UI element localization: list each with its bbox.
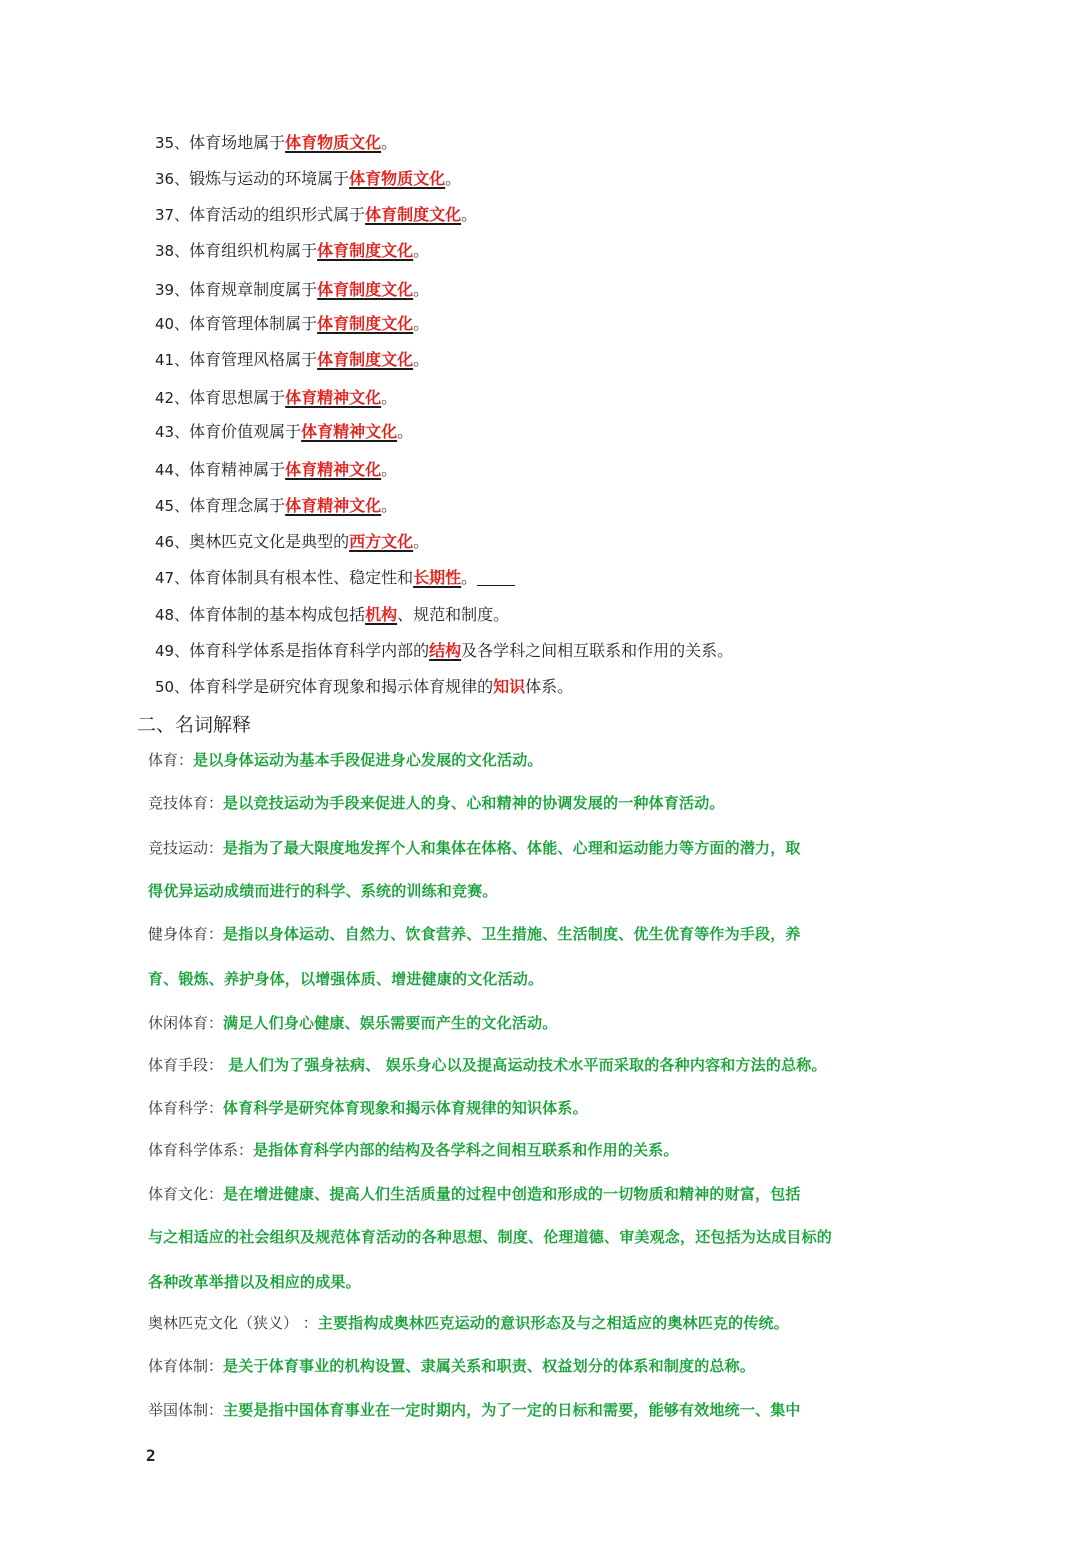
definition-item	[148, 1271, 361, 1293]
item-text-after: 体系。	[525, 677, 574, 696]
definition-item	[148, 880, 498, 902]
answer-text: 体育精神文化	[301, 422, 398, 441]
fill-in-item	[155, 531, 429, 553]
definition-item	[148, 837, 801, 859]
definition-item	[148, 968, 543, 990]
item-number: 40、	[155, 315, 190, 333]
item-text-after: 。	[413, 314, 430, 333]
answer-text: 知识	[493, 677, 526, 696]
item-number: 41、	[155, 351, 190, 369]
definition-item	[148, 1399, 801, 1421]
answer-text: 体育制度文化	[317, 241, 414, 260]
definition-item	[148, 1054, 827, 1076]
fill-in-item	[155, 168, 461, 190]
answer-text: 体育物质文化	[349, 169, 446, 188]
definition-item	[148, 749, 543, 771]
definition-text: 育、锻炼、养护身体，以增强体质、增进健康的文化活动。	[148, 970, 544, 988]
answer-text: 体育制度文化	[365, 205, 462, 224]
item-text-before: 体育场地属于	[189, 133, 286, 152]
fill-in-item	[155, 279, 429, 301]
definition-term: 体育科学：	[148, 1099, 224, 1117]
fill-in-item	[155, 495, 397, 517]
item-text-after: 。	[397, 422, 414, 441]
definition-text: 主要是指中国体育事业在一定时期内，为了一定的日标和需要，能够有效地统一、集中	[223, 1401, 801, 1419]
item-text-before: 体育科学体系是指体育科学内部的	[189, 641, 430, 660]
item-number: 42、	[155, 389, 190, 407]
definition-text: 体育科学是研究体育现象和揭示体育规律的知识体系。	[223, 1099, 588, 1117]
item-text-after: 。	[461, 205, 478, 224]
item-number: 47、	[155, 569, 190, 587]
item-number: 37、	[155, 206, 190, 224]
item-text-before: 体育组织机构属于	[189, 241, 318, 260]
fill-in-item	[155, 676, 573, 698]
definition-text: 是以身体运动为基本手段促进身心发展的文化活动。	[193, 751, 543, 769]
definition-term: 举国体制：	[148, 1401, 224, 1419]
item-text-after: 。	[381, 496, 398, 515]
fill-in-item	[155, 604, 509, 626]
fill-in-item	[155, 349, 429, 371]
answer-text: 体育精神文化	[285, 460, 382, 479]
definition-text: 是在增进健康、提高人们生活质量的过程中创造和形成的一切物质和精神的财富，包括	[223, 1185, 801, 1203]
definition-text: 各种改革举措以及相应的成果。	[148, 1273, 361, 1291]
item-text-after: 。	[381, 388, 398, 407]
item-number: 39、	[155, 281, 190, 299]
answer-text: 结构	[429, 641, 462, 660]
item-text-before: 奥林匹克文化是典型的	[189, 532, 350, 551]
item-text-after: 。	[381, 460, 398, 479]
definition-term: 休闲体育：	[148, 1014, 224, 1032]
item-number: 45、	[155, 497, 190, 515]
item-text-after: 。	[445, 169, 462, 188]
item-text-before: 体育精神属于	[189, 460, 286, 479]
definition-text: 是人们为了强身祛病、 娱乐身心以及提高运动技术水平而采取的各种内容和方法的总称。	[223, 1056, 827, 1074]
definition-term: 体育科学体系：	[148, 1141, 254, 1159]
definition-text: 主要指构成奥林匹克运动的意识形态及与之相适应的奥林匹克的传统。	[317, 1314, 789, 1332]
answer-text: 体育物质文化	[285, 133, 382, 152]
fill-in-item	[155, 387, 397, 409]
section-title: 二、名词解释	[137, 714, 252, 736]
item-number: 44、	[155, 461, 190, 479]
fill-in-item	[155, 567, 515, 589]
item-number: 50、	[155, 678, 190, 696]
definition-item	[148, 1226, 832, 1248]
answer-text: 体育精神文化	[285, 496, 382, 515]
definition-term: 体育手段：	[148, 1056, 224, 1074]
fill-in-item	[155, 313, 429, 335]
item-text-after: 。	[413, 280, 430, 299]
definition-text: 是以竞技运动为手段来促进人的身、心和精神的协调发展的一种体育活动。	[223, 794, 725, 812]
fill-in-item	[155, 132, 397, 154]
definition-item	[148, 1355, 755, 1377]
item-text-after: 、规范和制度。	[397, 605, 510, 624]
definition-item	[148, 1183, 801, 1205]
item-text-before: 体育体制的基本构成包括	[189, 605, 366, 624]
definition-term: 体育体制：	[148, 1357, 224, 1375]
definition-term: 体育文化：	[148, 1185, 224, 1203]
answer-text: 体育制度文化	[317, 350, 414, 369]
definition-term: 竞技体育：	[148, 794, 224, 812]
item-text-before: 锻炼与运动的环境属于	[189, 169, 350, 188]
definition-term: 竞技运动：	[148, 839, 224, 857]
definition-text: 是关于体育事业的机构设置、隶属关系和职责、权益划分的体系和制度的总称。	[223, 1357, 756, 1375]
fill-in-item	[155, 640, 733, 662]
fill-in-item	[155, 240, 429, 262]
item-number: 43、	[155, 423, 190, 441]
page-number: 2	[146, 1446, 156, 1465]
answer-text: 机构	[365, 605, 398, 624]
item-text-after: 及各学科之间相互联系和作用的关系。	[461, 641, 734, 660]
fill-in-item	[155, 459, 397, 481]
definition-item	[148, 1097, 588, 1119]
answer-text: 体育制度文化	[317, 280, 414, 299]
item-text-before: 体育规章制度属于	[189, 280, 318, 299]
definition-text: 是指以身体运动、自然力、饮食营养、卫生措施、生活制度、优生优育等作为手段，养	[223, 925, 801, 943]
definition-term: 体育：	[148, 751, 194, 769]
definition-text: 是指为了最大限度地发挥个人和集体在体格、体能、心理和运动能力等方面的潜力，取	[223, 839, 801, 857]
answer-text: 体育制度文化	[317, 314, 414, 333]
definition-item	[148, 1139, 679, 1161]
definition-text: 是指体育科学内部的结构及各学科之间相互联系和作用的关系。	[253, 1141, 679, 1159]
item-text-after: 。	[461, 568, 478, 587]
blank-underline	[477, 585, 515, 586]
definition-text: 得优异运动成绩而进行的科学、系统的训练和竞赛。	[148, 882, 498, 900]
answer-text: 长期性	[413, 568, 462, 587]
definition-term: 健身体育：	[148, 925, 224, 943]
item-text-before: 体育管理风格属于	[189, 350, 318, 369]
item-text-before: 体育价值观属于	[189, 422, 302, 441]
item-text-after: 。	[413, 350, 430, 369]
item-number: 48、	[155, 606, 190, 624]
item-text-before: 体育理念属于	[189, 496, 286, 515]
item-number: 36、	[155, 170, 190, 188]
item-text-after: 。	[413, 241, 430, 260]
definition-item	[148, 792, 725, 814]
fill-in-item	[155, 421, 413, 443]
item-text-before: 体育体制具有根本性、稳定性和	[189, 568, 414, 587]
item-text-after: 。	[381, 133, 398, 152]
definition-text: 与之相适应的社会组织及规范体育活动的各种思想、制度、伦理道德、审美观念，还包括为达成目标的	[148, 1228, 833, 1246]
definition-text: 满足人们身心健康、娱乐需要而产生的文化活动。	[223, 1014, 558, 1032]
definition-item	[148, 923, 801, 945]
item-text-before: 体育活动的组织形式属于	[189, 205, 366, 224]
item-text-before: 体育思想属于	[189, 388, 286, 407]
item-number: 35、	[155, 134, 190, 152]
definition-item	[148, 1012, 557, 1034]
item-number: 49、	[155, 642, 190, 660]
definition-term: 奥林匹克文化（狭义） ：	[148, 1314, 318, 1332]
definition-item	[148, 1312, 789, 1334]
fill-in-item	[155, 204, 477, 226]
item-number: 38、	[155, 242, 190, 260]
item-text-before: 体育科学是研究体育现象和揭示体育规律的	[189, 677, 494, 696]
item-text-before: 体育管理体制属于	[189, 314, 318, 333]
answer-text: 西方文化	[349, 532, 414, 551]
item-text-after: 。	[413, 532, 430, 551]
item-number: 46、	[155, 533, 190, 551]
answer-text: 体育精神文化	[285, 388, 382, 407]
